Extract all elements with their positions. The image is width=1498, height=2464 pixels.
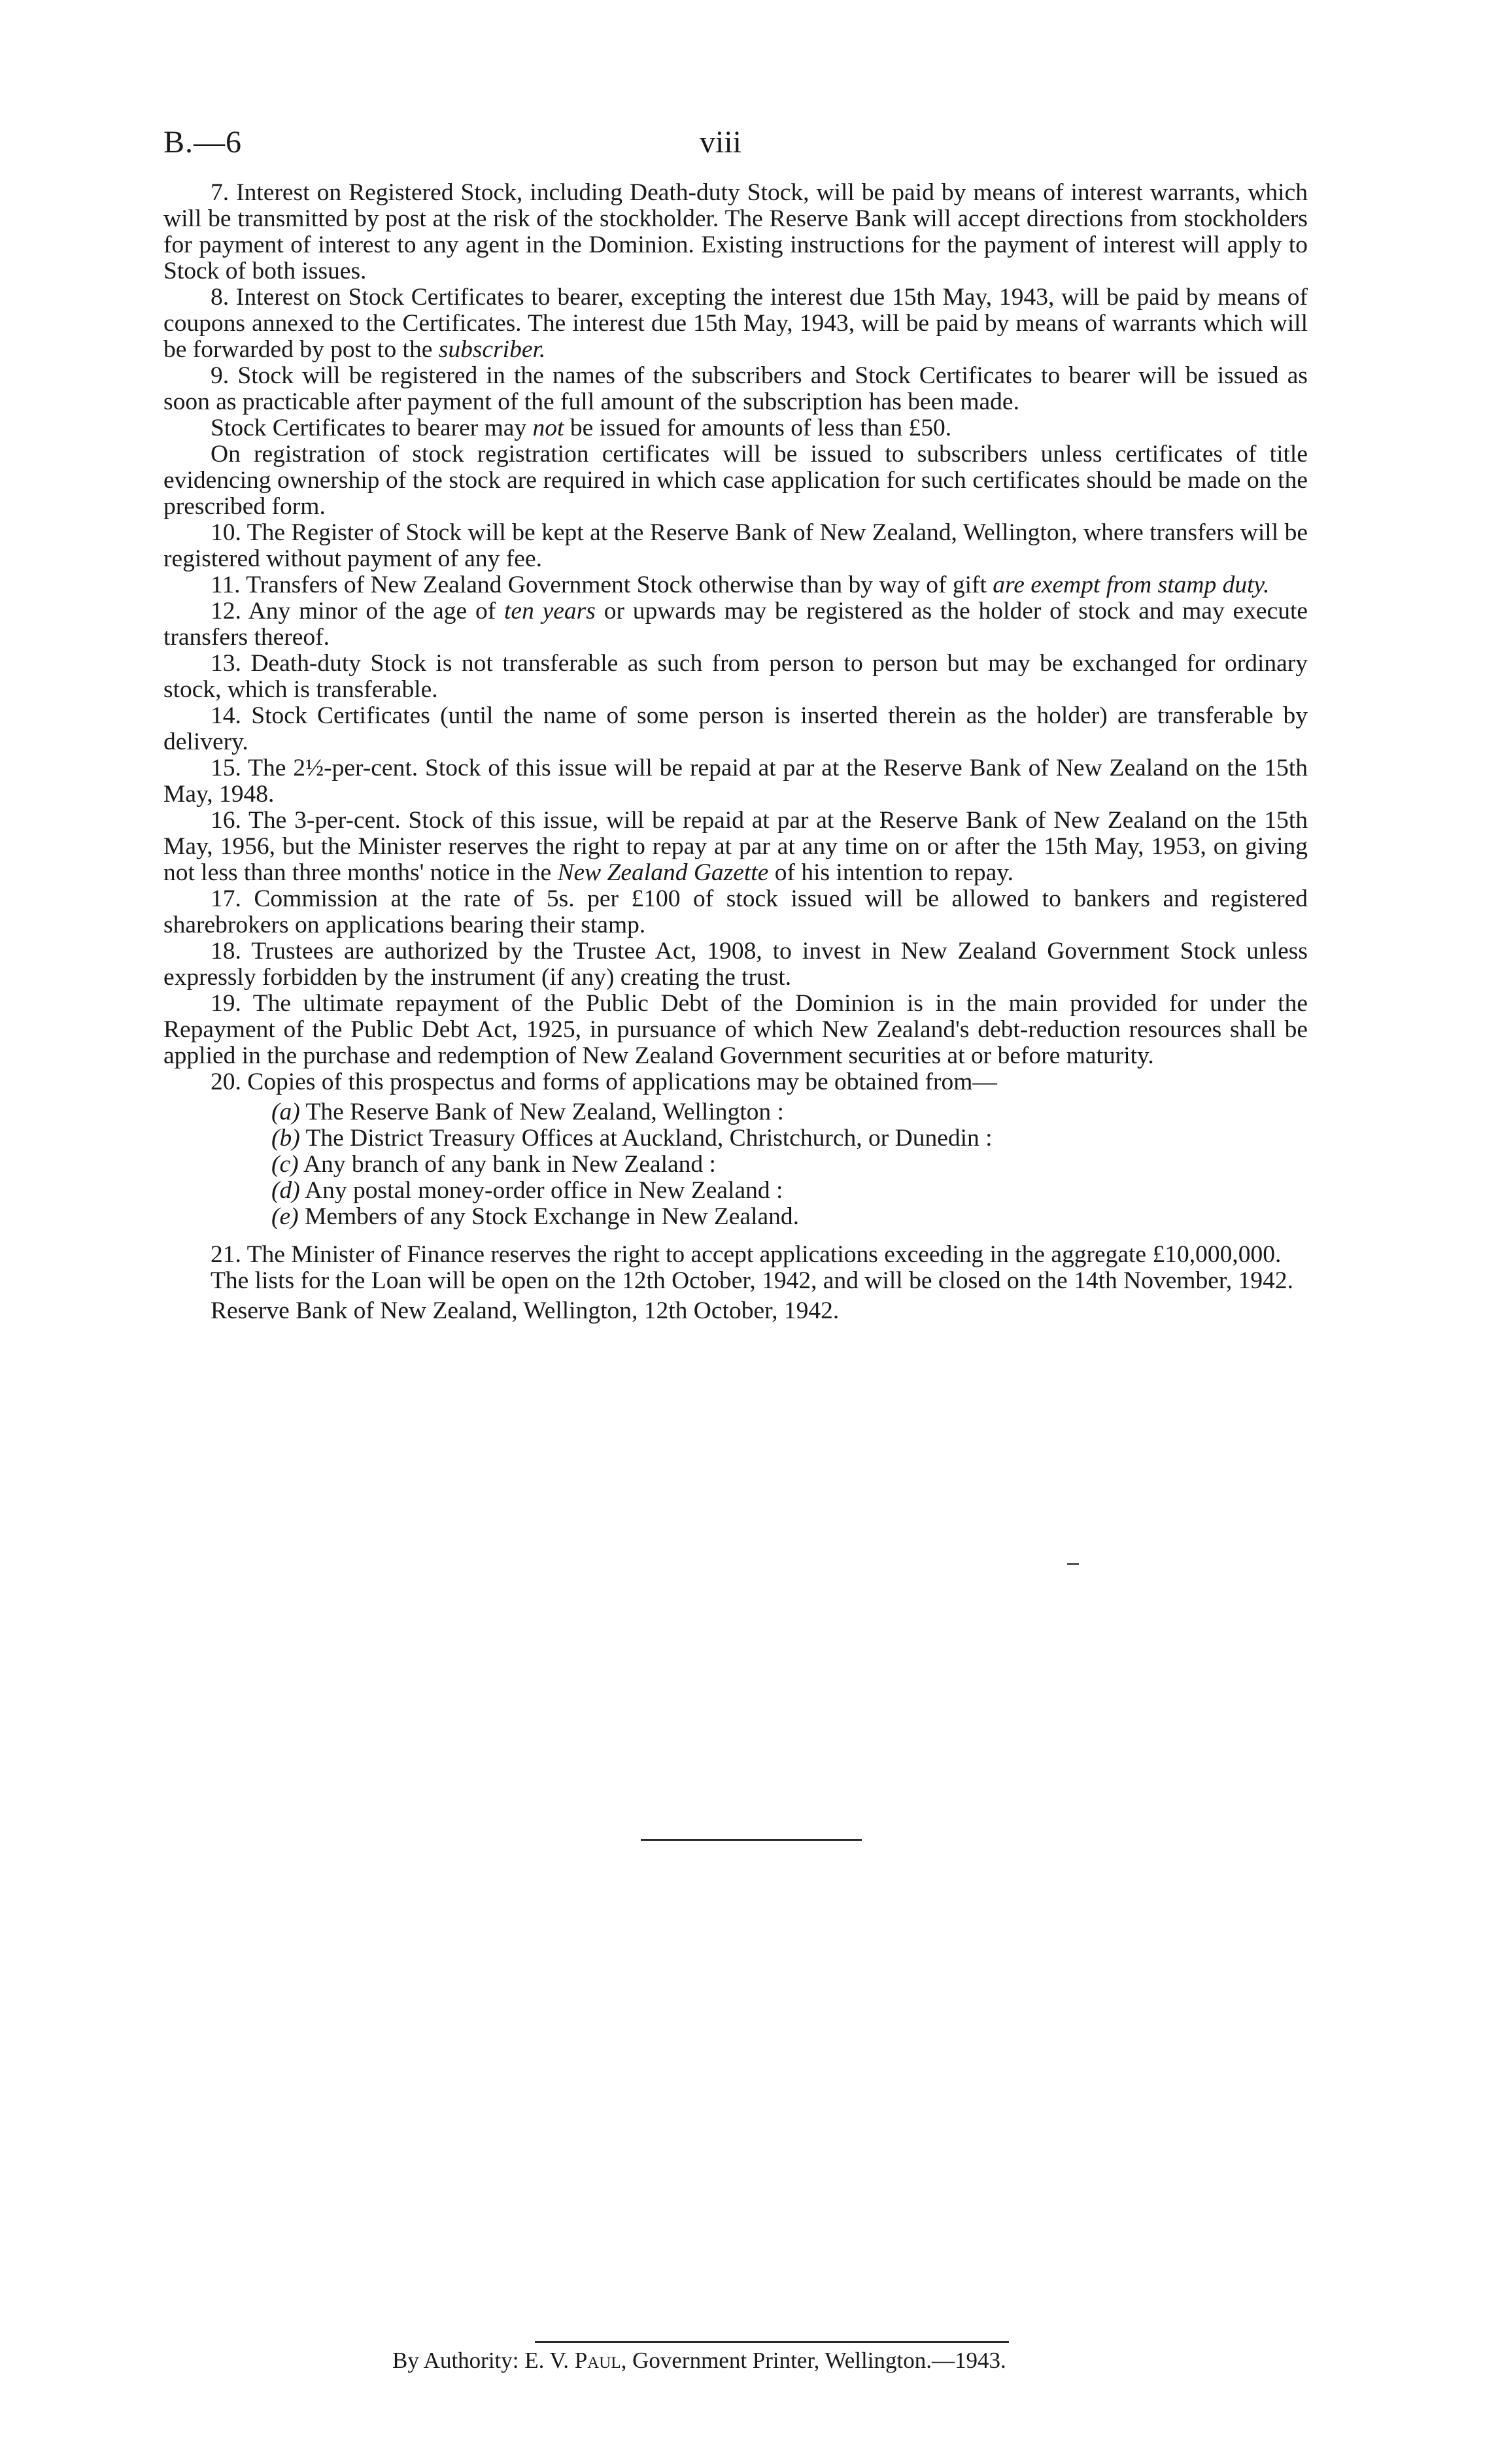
paragraph-9-bearer: Stock Certificates to bearer may not be issued for amounts of less than £50. [211,415,952,441]
paragraph-21-lists: The lists for the Loan will be open on the 12th October, 1942, and will be closed on the 14th November, 1942. [211,1267,1294,1294]
paragraph-19: 19. The ultimate repayment of the Public Debt of the Dominion is in the main provided for under the Repayment of the Public Debt Act, 1925, in pursuance of which New Zealand's debt-reduction resources shall be applied in the purchase and redemption of New Zealand Government securities at or before maturity. [163,990,1308,1069]
paragraph-9-registration: On registration of stock registration certificates will be issued to subscribers unless certificates of title evidencing ownership of the stock are required in which case application for such certificates should be made on the prescribed form. [163,441,1308,520]
printer-imprint: By Authority: E. V. Paul, Government Printer, Wellington.—1943. [392,2348,1006,2373]
list-item-c: (c) Any branch of any bank in New Zealand : [271,1151,716,1178]
paragraph-20: 20. Copies of this prospectus and forms of applications may be obtained from— [211,1069,997,1095]
list-item-a: (a) The Reserve Bank of New Zealand, Wellington : [271,1099,784,1125]
stray-mark [1067,1563,1079,1565]
page-number: viii [700,125,742,160]
paragraph-8: 8. Interest on Stock Certificates to bearer, excepting the interest due 15th May, 1943, will be paid by means of coupons annexed to the Certificates. The interest due 15th May, 1943, will be paid by means of warrants which will be forwarded by post to the subscriber. [163,284,1308,363]
paragraph-16: 16. The 3-per-cent. Stock of this issue, will be repaid at par at the Reserve Bank of New Zealand on the 15th May, 1956, but the Minister reserves the right to repay at par at any time on or after the 15th May, 1953, on giving not less than three months' notice in the New Zealand Gazette of his intention to repay. [163,807,1308,886]
paragraph-17: 17. Commission at the rate of 5s. per £100 of stock issued will be allowed to bankers and registered sharebrokers on applications bearing their stamp. [163,885,1308,938]
paragraph-14: 14. Stock Certificates (until the name of some person is inserted therein as the holder) are transferable by delivery. [163,702,1308,755]
paragraph-9: 9. Stock will be registered in the names of the subscribers and Stock Certificates to bearer will be issued as soon as practicable after payment of the full amount of the subscription has been made. [163,362,1308,415]
paragraph-15: 15. The 2½-per-cent. Stock of this issue will be repaid at par at the Reserve Bank of New Zealand on the 15th May, 1948. [163,755,1308,808]
page-header [163,124,1334,170]
list-item-b: (b) The District Treasury Offices at Auckland, Christchurch, or Dunedin : [271,1125,993,1152]
paragraph-7: 7. Interest on Registered Stock, including Death-duty Stock, will be paid by means of interest warrants, which will be transmitted by post at the risk of the stockholder. The Reserve Bank will accept directions from stockholders for payment of interest to any agent in the Dominion. Existing instructions for the payment of interest will apply to Stock of both issues. [163,179,1308,284]
list-item-d: (d) Any postal money-order office in New Zealand : [271,1177,783,1204]
paragraph-21: 21. The Minister of Finance reserves the right to accept applications exceeding in the aggregate £10,000,000. [211,1241,1282,1268]
paragraph-11: 11. Transfers of New Zealand Government Stock otherwise than by way of gift are exempt from stamp duty. [211,572,1270,598]
section-divider [641,1839,862,1841]
paragraph-12: 12. Any minor of the age of ten years or upwards may be registered as the holder of stock and may execute transfers thereof. [163,598,1308,651]
prospectus-body [163,180,1308,1324]
imprint-rule [535,2341,1009,2343]
paragraph-10: 10. The Register of Stock will be kept at the Reserve Bank of New Zealand, Wellington, where transfers will be registered without payment of any fee. [163,519,1308,572]
list-item-e: (e) Members of any Stock Exchange in New Zealand. [271,1203,800,1230]
paragraph-18: 18. Trustees are authorized by the Trustee Act, 1908, to invest in New Zealand Government Stock unless expressly forbidden by the instrument (if any) creating the trust. [163,938,1308,991]
sign-off: Reserve Bank of New Zealand, Wellington, 12th October, 1942. [211,1297,840,1324]
paragraph-13: 13. Death-duty Stock is not transferable as such from person to person but may be exchanged for ordinary stock, which is transferable. [163,650,1308,703]
document-reference: B.—6 [163,125,243,160]
